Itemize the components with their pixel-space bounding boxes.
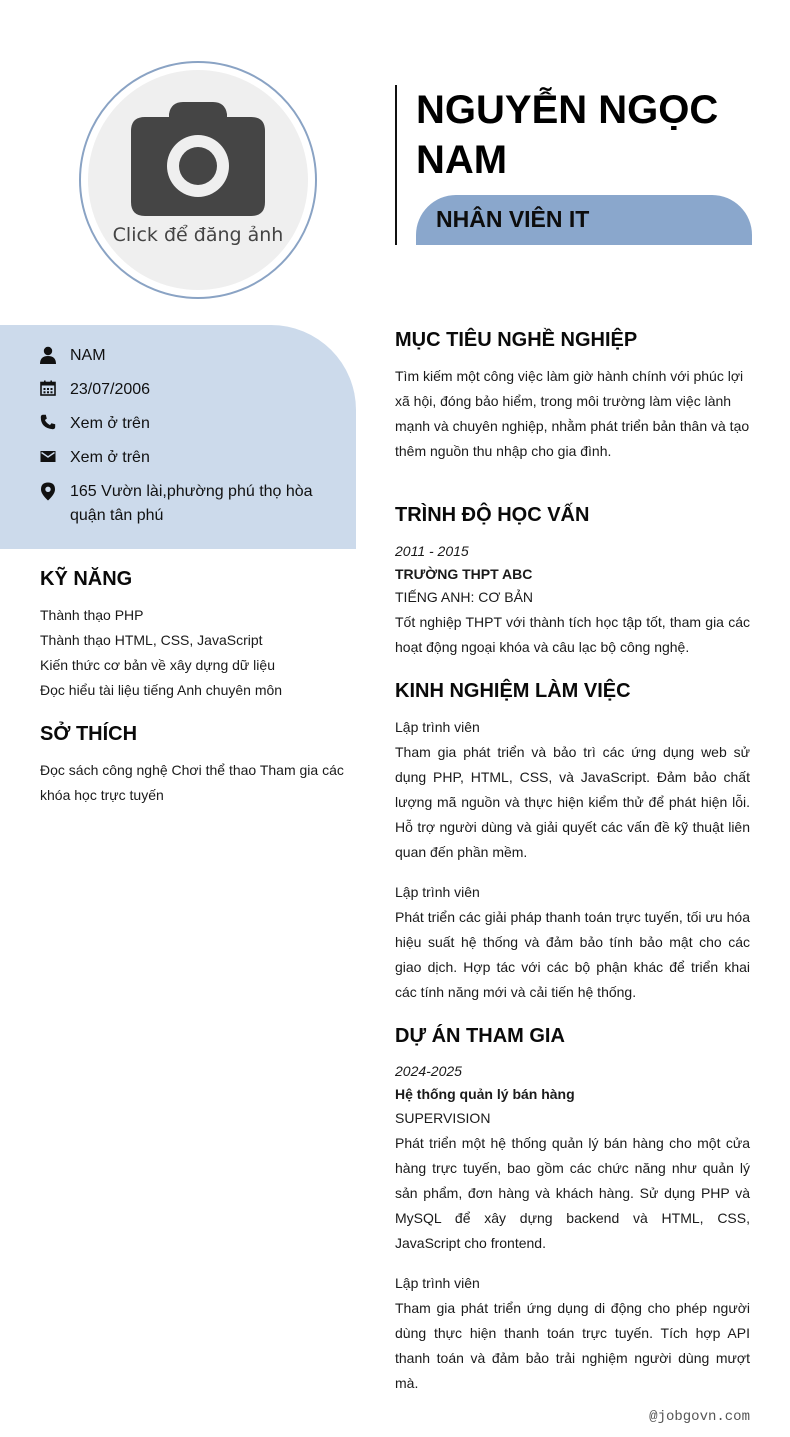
skill-item: Đọc hiểu tài liệu tiếng Anh chuyên môn (40, 682, 283, 698)
contact-address-text: 165 Vườn lài,phường phú thọ hòa quận tân phú (70, 483, 313, 524)
experience-role: Lập trình viên (395, 719, 480, 735)
contact-gender-text: NAM (70, 347, 106, 364)
contact-birthdate-text: 23/07/2006 (70, 381, 151, 398)
skill-item: Thành thạo PHP (40, 607, 144, 623)
job-title-badge: NHÂN VIÊN IT (416, 195, 752, 245)
experience-description: Phát triển các giải pháp thanh toán trực tuyến, tối ưu hóa hiệu suất hệ thống và đảm bảo tính bảo mật cho các giao dịch. Hợp tác với các bộ phận khác để triển khai các tính năng mới và cải tiến hệ thống. (395, 909, 750, 1000)
contact-address (40, 480, 330, 528)
objective-title: MỤC TIÊU NGHỀ NGHIỆP (395, 329, 638, 351)
person-icon (40, 344, 70, 369)
candidate-name: NGUYỄN NGỌC NAM (416, 88, 719, 182)
avatar-upload[interactable] (79, 61, 317, 299)
avatar-caption: Click để đăng ảnh (112, 224, 284, 246)
location-pin-icon (40, 480, 70, 528)
project-period: 2024-2025 (395, 1063, 462, 1079)
project-extra-description: Tham gia phát triển ứng dụng di động cho phép người dùng thực hiện thanh toán trực tuyến. Tích hợp API thanh toán và đảm bảo trải nghiệm người dùng mượt mà. (395, 1300, 750, 1391)
contact-phone (40, 412, 330, 436)
education-school: TRƯỜNG THPT ABC (395, 566, 533, 582)
contact-email (40, 446, 330, 470)
camera-icon (131, 102, 265, 220)
header (395, 85, 755, 245)
education-description: Tốt nghiệp THPT với thành tích học tập tốt, tham gia các hoạt động ngoại khóa và câu lạc bộ công nghệ. (395, 614, 750, 655)
project-role: SUPERVISION (395, 1110, 491, 1126)
contact-phone-text: Xem ở trên (70, 415, 150, 432)
calendar-icon (40, 378, 70, 402)
objective-text: Tìm kiếm một công việc làm giờ hành chính với phúc lợi xã hội, đóng bảo hiểm, trong môi trường làm việc lành mạnh và chuyên nghiệp, nhằm phát triển bản thân và tạo thêm nguồn thu nhập cho gia đình. (395, 368, 750, 459)
avatar-placeholder[interactable] (88, 70, 308, 290)
project-name: Hệ thống quản lý bán hàng (395, 1086, 575, 1102)
footer-watermark: @jobgovn.com (649, 1409, 750, 1425)
project-extra-role: Lập trình viên (395, 1275, 480, 1291)
hobbies-title: SỞ THÍCH (40, 723, 138, 745)
skill-item: Kiến thức cơ bản về xây dựng dữ liệu (40, 657, 275, 673)
experience-role: Lập trình viên (395, 884, 480, 900)
phone-icon (40, 412, 70, 436)
education-title: TRÌNH ĐỘ HỌC VẤN (395, 504, 590, 526)
skills-title: KỸ NĂNG (40, 568, 133, 590)
contact-gender (40, 344, 330, 369)
project-description: Phát triển một hệ thống quản lý bán hàng cho một cửa hàng trực tuyến, bao gồm các chức năng như quản lý sản phẩm, đơn hàng và khách hàng. Sử dụng PHP và MySQL để xây dựng backend và HTML, CSS, JavaScript cho frontend. (395, 1135, 750, 1251)
education-major: TIẾNG ANH: CƠ BẢN (395, 589, 534, 605)
mail-icon (40, 446, 70, 470)
education-period: 2011 - 2015 (395, 543, 469, 559)
experience-description: Tham gia phát triển và bảo trì các ứng dụng web sử dụng PHP, HTML, CSS, và JavaScript. Đảm bảo chất lượng mã nguồn và thực hiện kiểm thử để phát hiện lỗi. Hỗ trợ người dùng và giải quyết các vấn đề kỹ thuật liên quan đến phần mềm. (395, 744, 750, 860)
projects-title: DỰ ÁN THAM GIA (395, 1025, 565, 1047)
contact-email-text: Xem ở trên (70, 449, 150, 466)
experience-title: KINH NGHIỆM LÀM VIỆC (395, 680, 631, 702)
skill-item: Thành thạo HTML, CSS, JavaScript (40, 632, 263, 648)
contact-birthdate (40, 378, 330, 402)
hobbies-text: Đọc sách công nghệ Chơi thể thao Tham gia các khóa học trực tuyến (40, 762, 344, 803)
